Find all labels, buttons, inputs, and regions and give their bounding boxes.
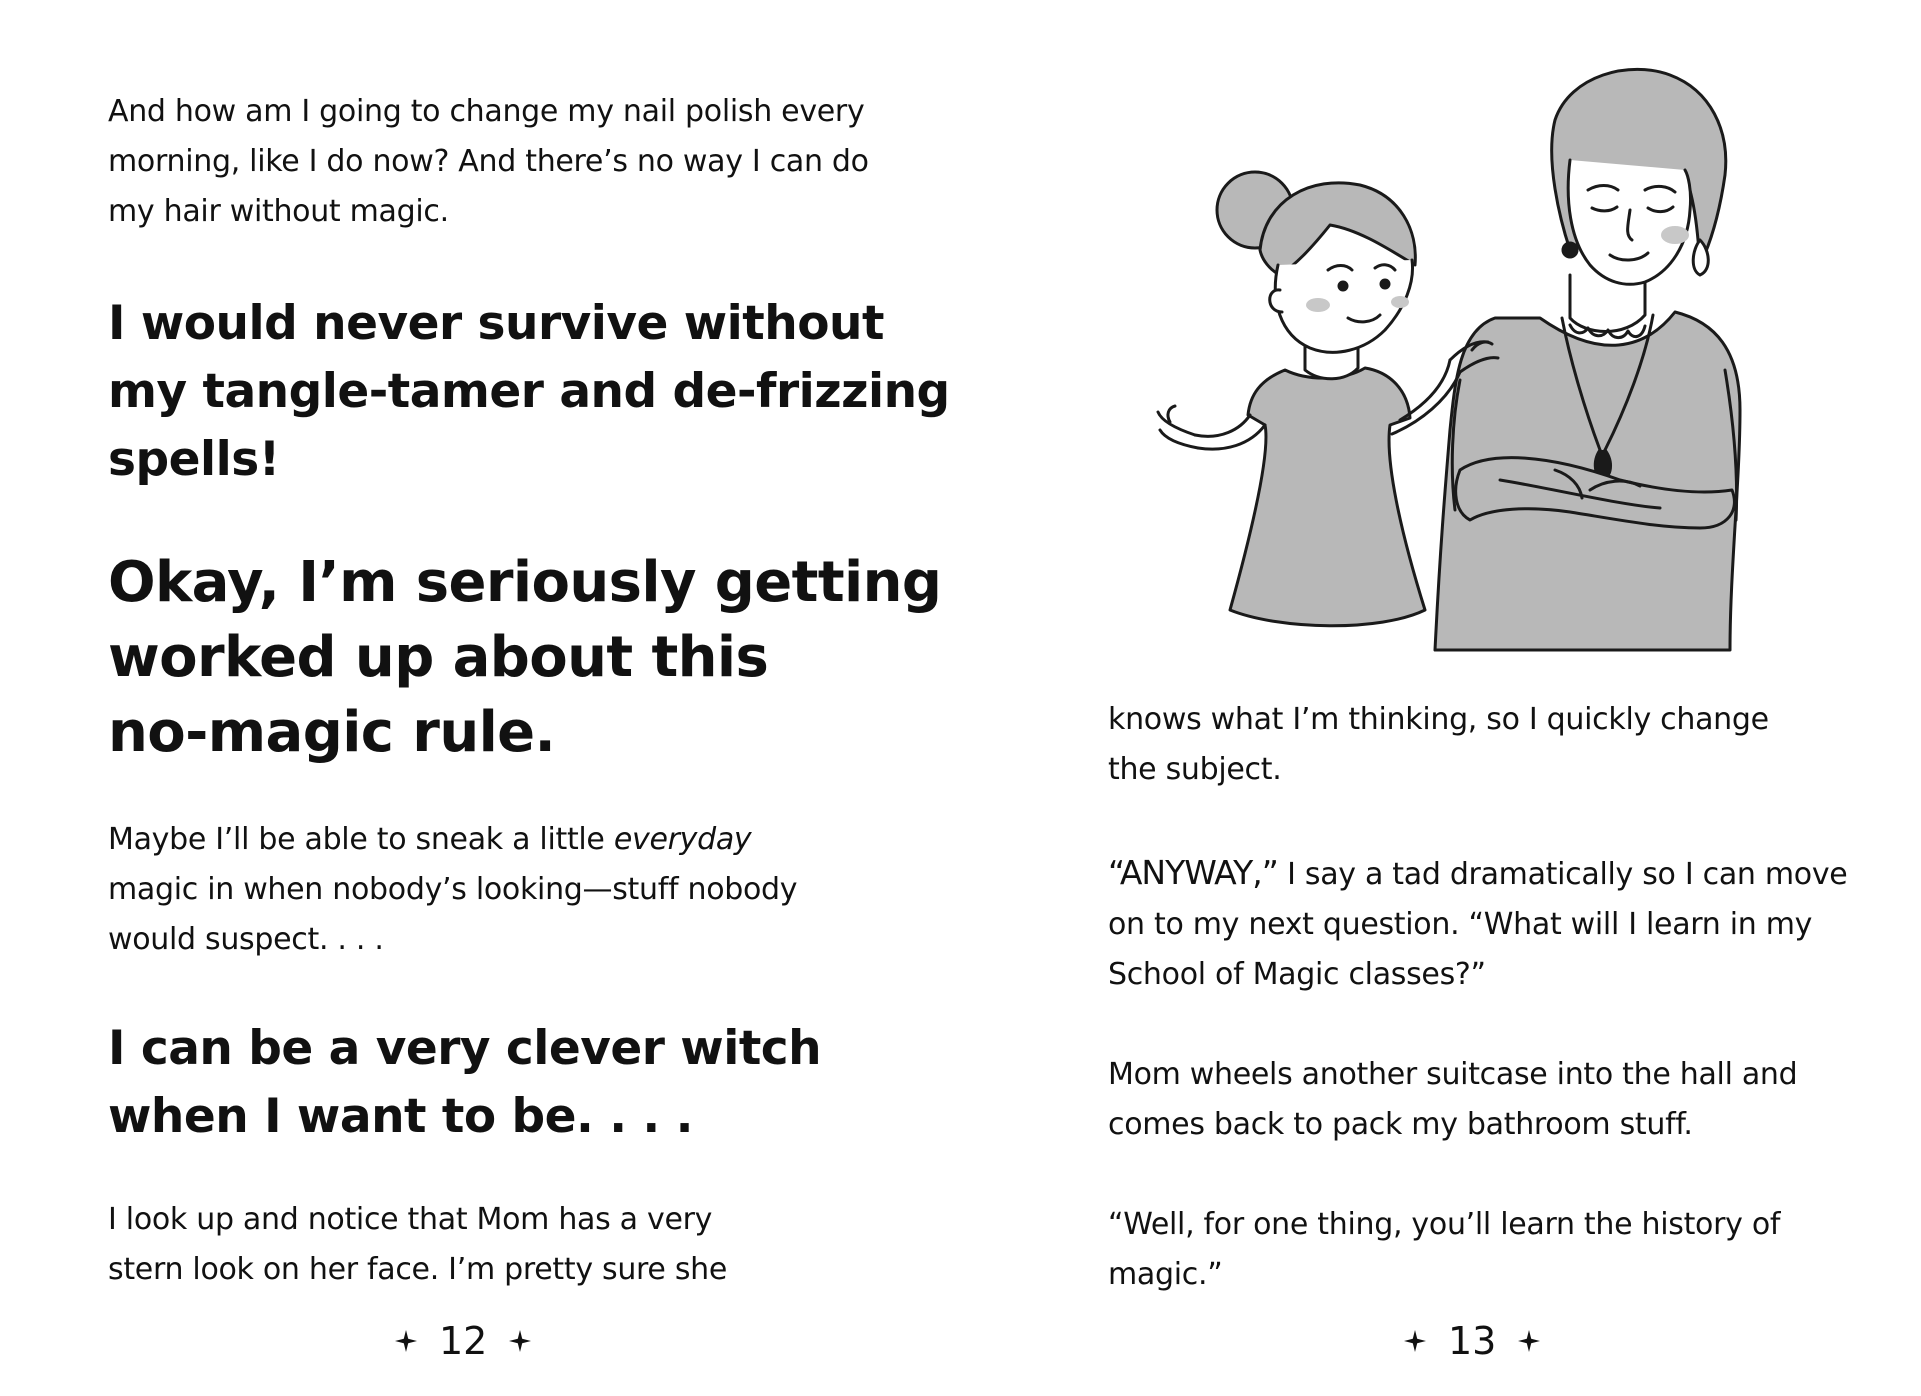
text-line: comes back to pack my bathroom stuff. [1108, 1107, 1693, 1142]
text-line: would suspect. . . . [108, 922, 384, 957]
text-line: I can be a very clever witch [108, 1021, 822, 1076]
shouted-word: “ANYWAY,” [1108, 853, 1278, 892]
emphasis-clever-witch [108, 1015, 821, 1151]
text-line: School of Magic classes?” [1108, 957, 1486, 992]
text-line: And how am I going to change my nail polish every [108, 94, 865, 129]
text-line: magic in when nobody’s looking—stuff nobody [108, 872, 798, 907]
paragraph-anyway [1108, 848, 1847, 1000]
paragraph-suitcase [1108, 1050, 1797, 1150]
paragraph-sneak-magic [108, 815, 797, 965]
sparkle-icon [1518, 1330, 1540, 1352]
text-line: I look up and notice that Mom has a very [108, 1202, 713, 1237]
text-line: stern look on her face. I’m pretty sure she [108, 1252, 728, 1287]
text-line: Maybe I’ll be able to sneak a little [108, 822, 614, 857]
text-line: on to my next question. “What will I learn in my [1108, 907, 1813, 942]
text-line: magic.” [1108, 1257, 1223, 1292]
paragraph-nail-polish [108, 87, 869, 237]
sparkle-icon [1404, 1330, 1426, 1352]
text-line: spells! [108, 432, 280, 487]
page-number: 12 [439, 1319, 488, 1363]
text-line: my tangle-tamer and de-frizzing [108, 364, 950, 419]
girl-and-mom-illustration [1100, 50, 1800, 660]
text-line: no-magic rule. [108, 700, 556, 765]
page-number-footer [1404, 1316, 1540, 1366]
text-line: the subject. [1108, 752, 1282, 787]
girl-left-hand [1158, 406, 1198, 448]
text-line: knows what I’m thinking, so I quickly change [1108, 702, 1769, 737]
left-page [0, 0, 960, 1396]
text-line: Okay, I’m seriously getting [108, 550, 942, 615]
paragraph-history [1108, 1200, 1780, 1300]
sparkle-icon [395, 1330, 417, 1352]
girl-face [1275, 260, 1412, 352]
text-line: my hair without magic. [108, 194, 449, 229]
text-line: I would never survive without [108, 296, 884, 351]
sparkle-icon [509, 1330, 531, 1352]
text-line: I say a tad dramatically so I can move [1277, 857, 1848, 892]
paragraph-mom-stern [108, 1195, 727, 1295]
text-line: “Well, for one thing, you’ll learn the history of [1108, 1207, 1781, 1242]
text-line: worked up about this [108, 625, 769, 690]
emphasis-survive [108, 290, 950, 494]
emphasis-worked-up [108, 545, 941, 770]
paragraph-change-subject [1108, 695, 1769, 795]
girl-dress [1230, 368, 1425, 626]
page-number: 13 [1448, 1319, 1497, 1363]
text-line: Mom wheels another suitcase into the hall and [1108, 1057, 1798, 1092]
emphasized-word: everyday [613, 822, 752, 857]
text-line: morning, like I do now? And there’s no way I can do [108, 144, 869, 179]
page-number-footer [395, 1316, 531, 1366]
text-line: when I want to be. . . . [108, 1089, 694, 1144]
